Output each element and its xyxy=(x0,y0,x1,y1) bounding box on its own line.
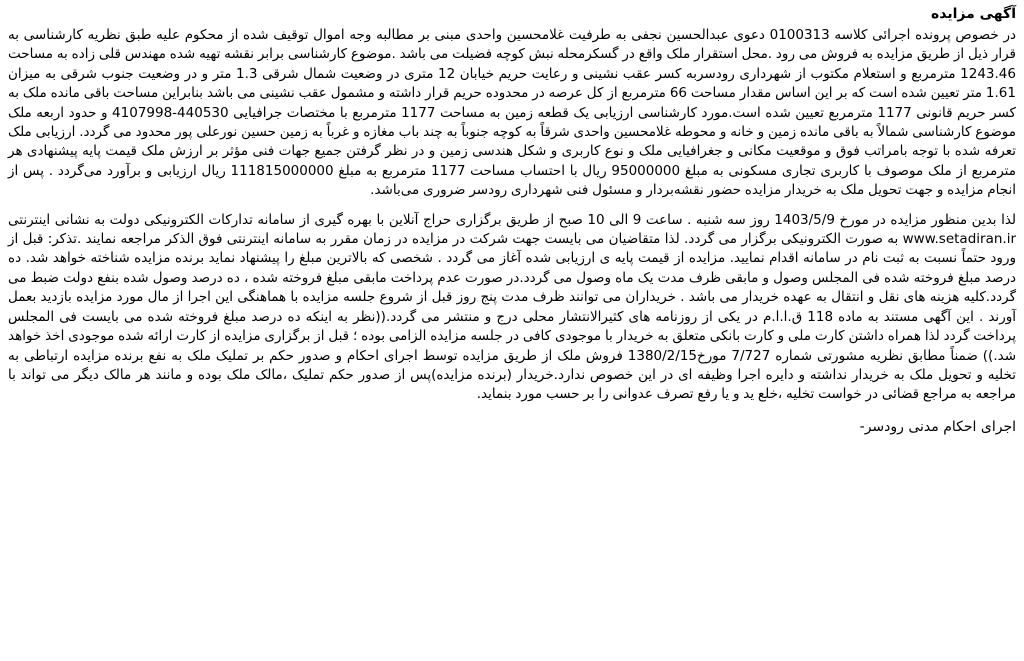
document-title: آگهی مزایده xyxy=(930,6,1016,22)
notice-paragraph-auction-terms: لذا بدین منظور مزایده در مورخ 1403/5/9 روز سه شنبه . ساعت 9 الی 10 صبح از طریق برگزاری حراج آنلاین با بهره گیری از سامانه تدارکات الکترونیکی دولت به نشانی اینترنتی www.setadiran.ir به صورت الکترونیکی برگزار می گردد. لذا متقاضیان می بایست جهت شرکت در مزایده در زمان مقرر به سامانه اینترنتی فوق الذکر مراجعه نمایند .تذکر: قبل از ورود حتماً نسبت به ثبت نام در سامانه اقدام نمایید. مزایده از قیمت پایه ی ارزیابی شده آغاز می گردد . شخصی که بالاترین مبلغ را پیشنهاد نماید برنده مزایده شناخته خواهد شد. ده درصد مبلغ فروخته شده فی المجلس وصول و مابقی ظرف مدت یک ماه وصول می گردد.در صورت عدم پرداخت مابقی مبلغ فروخته شده ، ده درصد وصول شده بنفع دولت ضبط می گردد.کلیه هزینه های نقل و انتقال به عهده خریدار می باشد . خریداران می توانند ظرف مدت پنج روز قبل از شروع جلسه مزایده با هماهنگی این اجرا از مال مورد مزایده بازدید بعمل آورند . این آگهی مستند به ماده 118 ق.ا.ا.م در یکی از روزنامه های کثیرالانتشار محلی درج و منتشر می گردد.((نظر به اینکه ده درصد مبلغ فروخته شده می بایست فی المجلس پرداخت گردد لذا همراه داشتن کارت ملی و کارت بانکی متعلق به خریدار با موجودی کافی در جلسه مزایده الزامی بوده ؛ قبل از برگزاری مزایده از کارت ارائه شده موجودی اخذ خواهد شد.)) ضمناً مطابق نظریه مشورتی شماره 7/727 مورخ1380/2/15 فروش ملک از طریق مزایده توسط اجرای احکام و صدور حکم بر تملیک ملک به نفع برنده مزایده ارتباطی به تخلیه و تحویل ملک به خریدار نداشته و دایره اجرا وظیفه ای در این خصوص ندارد.خریدار (برنده مزایده)پس از صدور حکم تملیک ،مالک ملک بوده و مانند هر مالک دیگر می تواند با مراجعه به مراجع قضائی در خواست تخلیه ،خلع ید و یا رفع تصرف عدوانی را بر حسب مورد بنماید. xyxy=(8,211,1017,403)
issuer-signature: اجرای احکام مدنی رودسر- xyxy=(859,418,1016,435)
auction-notice-document xyxy=(8,4,1016,658)
notice-paragraph-property-details: در خصوص پرونده اجرائی کلاسه 0100313 دعوی عبدالحسین نجفی به طرفیت غلامحسین واحدی مبنی بر مطالبه وجه اموال توقیف شده از محکوم علیه طبق نظریه کارشناسی به قرار ذیل از طریق مزایده به فروش می رود .محل استقرار ملک واقع در گسکرمحله نبش کوچه فضیلت می باشد .موضوع کارشناسی برابر نقشه تهیه شده مهندس قلی زاده به مساحت 1243.46 مترمربع و استعلام مکتوب از شهرداری رودسربه کسر عقب نشینی و رعایت حریم خیابان 12 متری در وضعیت شمال شرقی 1.3 متر و در وضعیت جنوب شرقی به میزان 1.61 متر تعیین شده است که بر این اساس مقدار مساحت 66 مترمربع از کل عرصه در محدوده حریم قرار داشته و مشمول عقب نشینی می باشد بنابراین مساحت باقی مانده ملک به کسر حریم قانونی 1177 مترمربع تعیین شده است.مورد کارشناسی ارزیابی یک قطعه زمین به مساحت 1177 مترمربع با مختصات جرافیایی 440530-4107998 و حدود اربعه ملک موضوع کارشناسی شمالاً به باقی مانده زمین و خانه و محوطه غلامحسین واحدی شرقاً به کوچه جنوباً به چند باب مغازه و غرباً به زمین حسین نورعلی پور محدود می گردد. ارزیابی ملک تعرفه شده با توجه بامراتب فوق و موقعیت مکانی و جغرافیایی ملک و نوع کاربری و شکل هندسی زمین و در نظر گرفتن جمیع جهات فنی مؤثر بر ارزش ملک قیمت پایه پیشنهادی هر مترمربع از ملک موصوف با کاربری تجاری مسکونی به مبلغ 95000000 ریال با احتساب مساحت 1177 مترمربع به مبلغ 111815000000 ریال ارزیابی و برآورد می‌گردد . پس از انجام مزایده و جهت تحویل ملک به خریدار مزایده حضور نقشه‌بردار و مسئول فنی شهرداری رودسر ضروری می‌باشد. xyxy=(8,27,1016,199)
